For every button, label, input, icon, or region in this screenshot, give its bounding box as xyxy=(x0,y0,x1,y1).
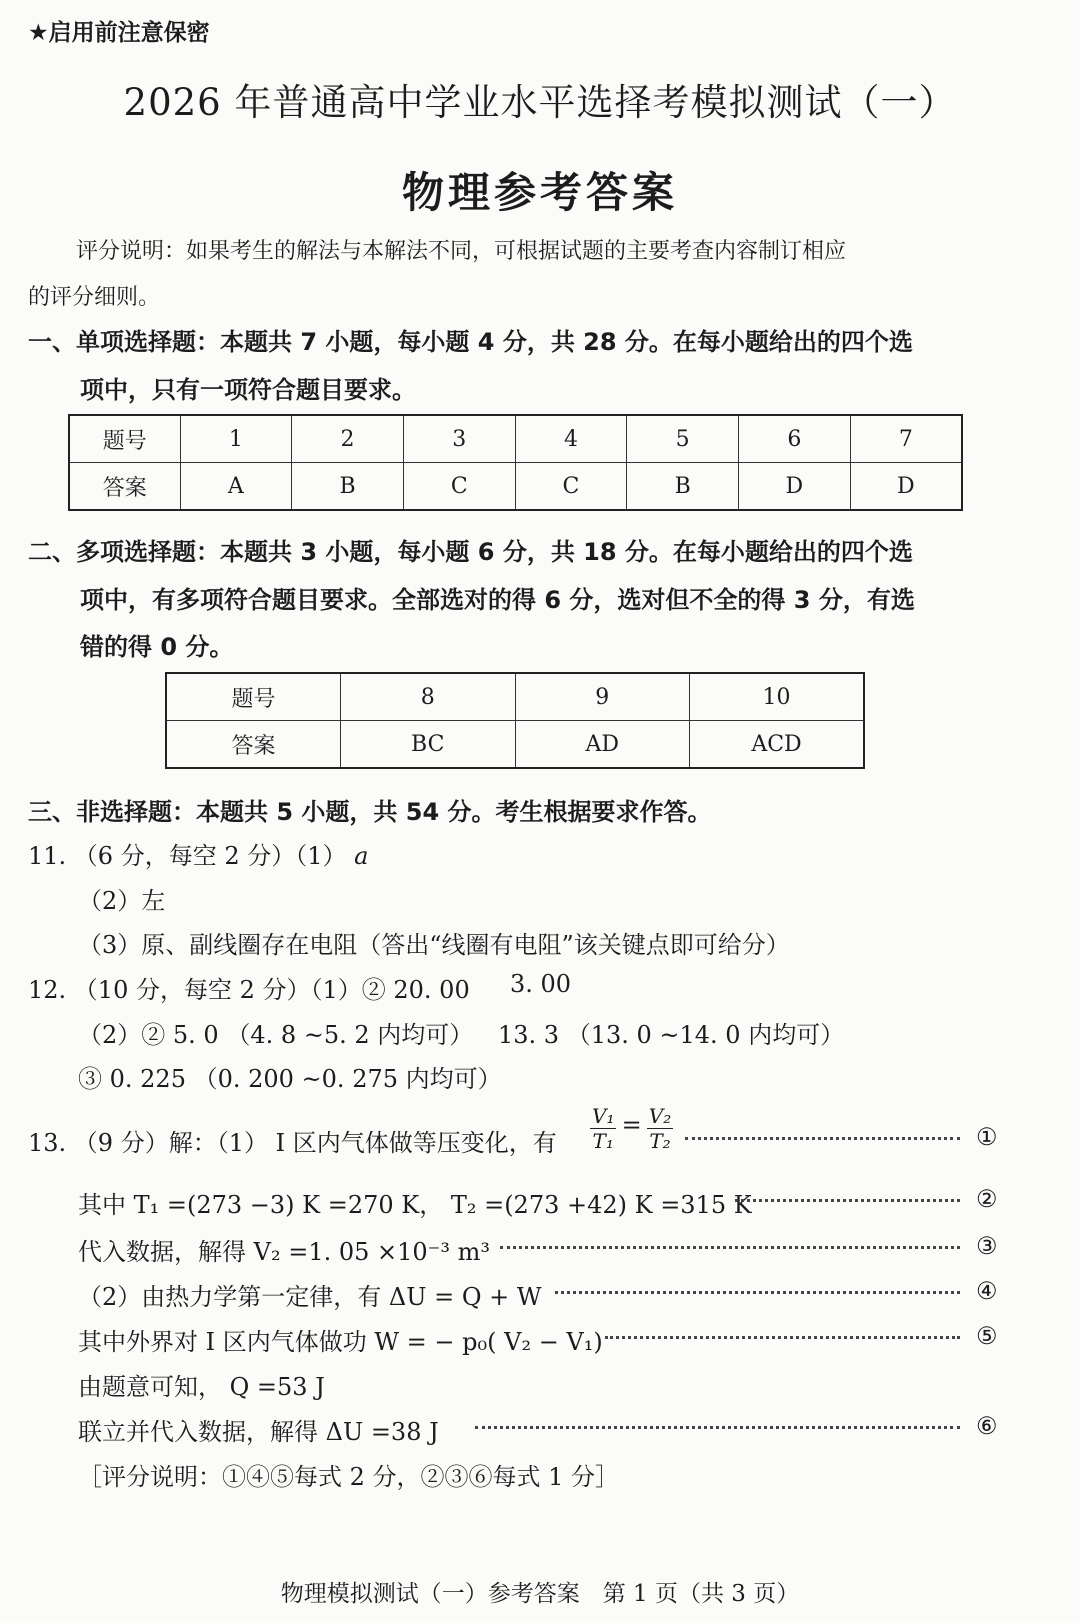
multi-choice-answer-table xyxy=(165,672,865,769)
formula-marker-4: ④ xyxy=(976,1277,998,1305)
formula-marker-6: ⑥ xyxy=(976,1412,998,1440)
q12-line2-second-answer: 13. 3 （13. 0 ~14. 0 内均可） xyxy=(498,1021,845,1049)
row-label-answer: 答案 xyxy=(69,463,180,511)
formula-marker-2: ② xyxy=(976,1185,998,1213)
table-row xyxy=(69,415,962,463)
exam-title: 2026 年普通高中学业水平选择考模拟测试（一） xyxy=(123,81,957,124)
question-number: 7 xyxy=(850,415,962,463)
q13-fraction-equation xyxy=(590,1104,673,1153)
question-number: 4 xyxy=(515,415,627,463)
q11-line2: （2）左 xyxy=(78,887,166,915)
question-number: 6 xyxy=(739,415,851,463)
table-row xyxy=(166,721,864,769)
fraction-v1-t1 xyxy=(590,1104,616,1153)
q11-line3: （3）原、副线圈存在电阻（答出“线圈有电阻”该关键点即可给分） xyxy=(78,931,790,959)
question-number: 2 xyxy=(292,415,404,463)
dot-leader xyxy=(555,1291,960,1294)
section1-heading-line1: 一、单项选择题：本题共 7 小题，每小题 4 分，共 28 分。在每小题给出的四个选 xyxy=(28,328,913,356)
q13-line2: 其中 T₁ =(273 −3) K =270 K， T₂ =(273 +42) K =315 K xyxy=(78,1191,752,1219)
answer-cell: B xyxy=(292,463,404,511)
q12-line3: ③ 0. 225 （0. 200 ~0. 275 内均可） xyxy=(78,1065,502,1093)
confidential-notice: ★启用前注意保密 xyxy=(28,20,210,46)
dot-leader xyxy=(605,1336,960,1339)
row-label-number: 题号 xyxy=(69,415,180,463)
section2-heading-line1: 二、多项选择题：本题共 3 小题，每小题 6 分，共 18 分。在每小题给出的四个选 xyxy=(28,538,913,566)
table-row xyxy=(166,673,864,721)
q12-line2: （2）② 5. 0 （4. 8 ~5. 2 内均可） xyxy=(78,1021,474,1049)
question-number: 3 xyxy=(403,415,515,463)
answer-cell: B xyxy=(627,463,739,511)
dot-leader xyxy=(500,1246,960,1249)
q13-scoring-note: ［评分说明：①④⑤每式 2 分，②③⑥每式 1 分］ xyxy=(78,1463,620,1491)
section1-heading-line2: 项中，只有一项符合题目要求。 xyxy=(80,376,416,404)
q11-line1 xyxy=(28,836,368,871)
dot-leader xyxy=(735,1199,960,1202)
row-label-answer: 答案 xyxy=(166,721,341,769)
q11-answer-1: a xyxy=(354,842,369,870)
answer-cell: AD xyxy=(515,721,690,769)
formula-marker-5: ⑤ xyxy=(976,1322,998,1350)
q13-line5: 其中外界对 Ⅰ 区内气体做功 W = − p₀( V₂ − V₁) xyxy=(78,1328,603,1356)
fraction-denominator: T₂ xyxy=(649,1129,671,1153)
question-number: 8 xyxy=(341,673,516,721)
answer-cell: D xyxy=(739,463,851,511)
q12-line1-second-answer: 3. 00 xyxy=(510,970,572,998)
q13-line3: 代入数据，解得 V₂ =1. 05 ×10⁻³ m³ xyxy=(78,1238,490,1266)
q13-line4: （2）由热力学第一定律，有 ΔU = Q + W xyxy=(78,1283,542,1311)
equals-sign: = xyxy=(621,1111,642,1139)
q12-line1: 12. （10 分，每空 2 分）（1）② 20. 00 xyxy=(28,976,470,1004)
scoring-note-line2: 的评分细则。 xyxy=(28,285,161,310)
answer-cell: C xyxy=(403,463,515,511)
table-row xyxy=(69,463,962,511)
document-subtitle: 物理参考答案 xyxy=(401,168,678,217)
page-footer: 物理模拟测试（一）参考答案 第 1 页（共 3 页） xyxy=(280,1581,800,1607)
question-number: 9 xyxy=(515,673,690,721)
fraction-v2-t2 xyxy=(647,1104,673,1153)
answer-cell: D xyxy=(850,463,962,511)
section2-heading-line3: 错的得 0 分。 xyxy=(80,633,234,661)
answer-cell: ACD xyxy=(690,721,865,769)
row-label-number: 题号 xyxy=(166,673,341,721)
fraction-numerator: V₂ xyxy=(648,1104,672,1128)
question-number: 10 xyxy=(690,673,865,721)
answer-cell: C xyxy=(515,463,627,511)
scoring-note-line1: 评分说明：如果考生的解法与本解法不同，可根据试题的主要考查内容制订相应 xyxy=(76,239,847,264)
question-number: 5 xyxy=(627,415,739,463)
single-choice-answer-table xyxy=(68,414,963,511)
fraction-denominator: T₁ xyxy=(592,1129,614,1153)
fraction-numerator: V₁ xyxy=(592,1104,615,1128)
q13-line6: 由题意可知， Q =53 J xyxy=(78,1373,325,1401)
question-number: 1 xyxy=(180,415,292,463)
q13-line7: 联立并代入数据，解得 ΔU =38 J xyxy=(78,1418,439,1446)
formula-marker-3: ③ xyxy=(976,1232,998,1260)
answer-cell: A xyxy=(180,463,292,511)
dot-leader xyxy=(685,1137,960,1140)
dot-leader xyxy=(475,1426,960,1429)
q11-prefix: 11. （6 分，每空 2 分）（1） xyxy=(28,842,347,870)
formula-marker-1: ① xyxy=(976,1123,998,1151)
section2-heading-line2: 项中，有多项符合题目要求。全部选对的得 6 分，选对但不全的得 3 分，有选 xyxy=(80,586,915,614)
answer-cell: BC xyxy=(341,721,516,769)
section3-heading: 三、非选择题：本题共 5 小题，共 54 分。考生根据要求作答。 xyxy=(28,798,712,826)
q13-line1: 13. （9 分）解：（1） Ⅰ 区内气体做等压变化，有 xyxy=(28,1129,557,1157)
